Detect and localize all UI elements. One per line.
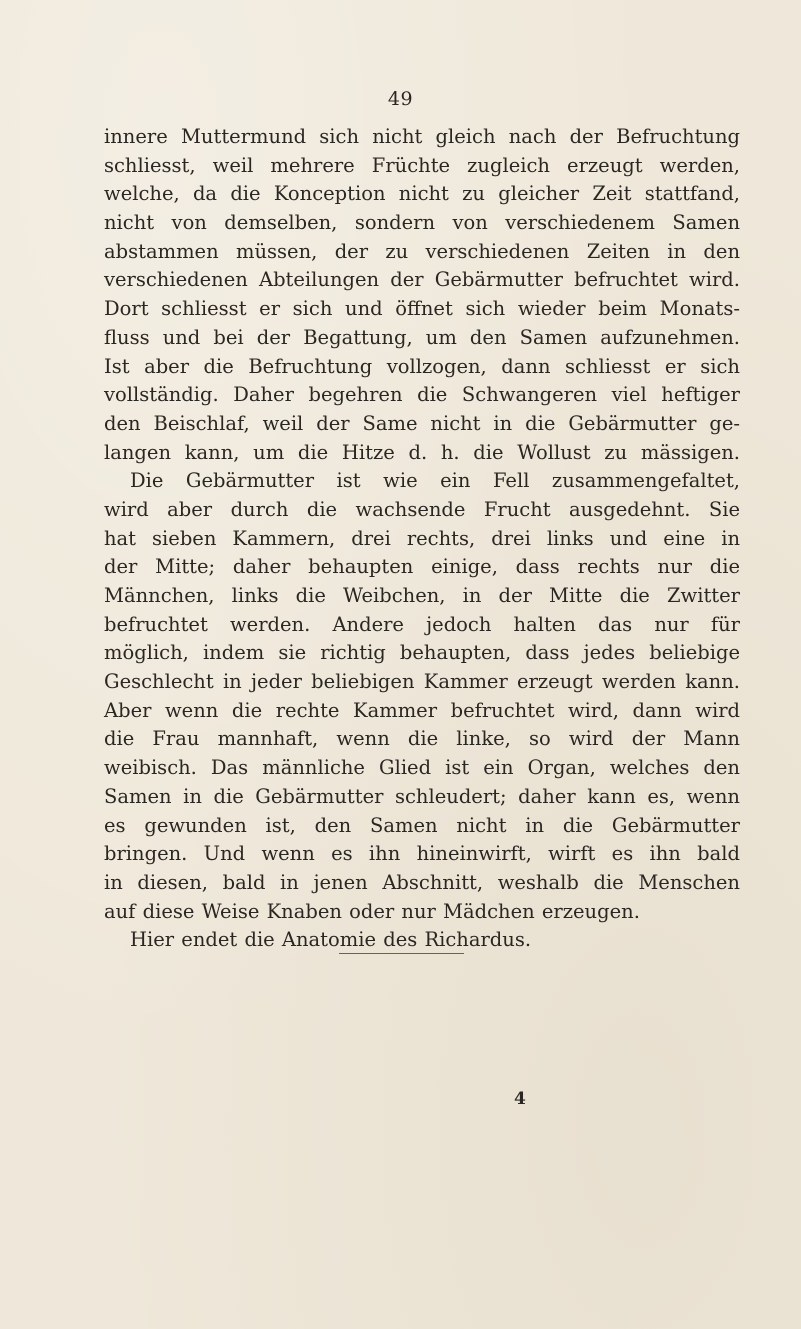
text-line: Ist aber die Befruchtung vollzogen, dann schliesst er sich (104, 354, 740, 378)
text-line: fluss und bei der Begattung, um den Samen aufzunehmen. (104, 325, 740, 349)
text-line: befruchtet werden. Andere jedoch halten das nur für (104, 612, 740, 636)
text-line: es gewunden ist, den Samen nicht in die Gebärmutter (104, 813, 740, 837)
text-line: langen kann, um die Hitze d. h. die Wollust zu mässigen. (104, 440, 740, 464)
text-line: Samen in die Gebärmutter schleudert; daher kann es, wenn (104, 784, 740, 808)
text-line: die Frau mannhaft, wenn die linke, so wird der Mann (104, 727, 740, 751)
text-line: Dort schliesst er sich und öffnet sich wieder beim Monats- (104, 297, 740, 321)
closing-line: Hier endet die Anatomie des Richardus. (130, 928, 532, 952)
text-line: in diesen, bald in jenen Abschnitt, weshalb die Menschen (104, 870, 740, 894)
text-line: innere Muttermund sich nicht gleich nach der Befruchtung (104, 125, 740, 148)
text-line: verschiedenen Abteilungen der Gebärmutter befruchtet wird. (104, 268, 740, 292)
text-line: abstammen müssen, der zu verschiedenen Zeiten in den (104, 239, 740, 263)
text-line: bringen. Und wenn es ihn hineinwirft, wirft es ihn bald (104, 842, 740, 866)
signature-mark: 4 (514, 1089, 526, 1109)
text-line: weibisch. Das männliche Glied ist ein Organ, welches den (104, 756, 740, 780)
body-text (104, 123, 740, 955)
text-line: wird aber durch die wachsende Frucht ausgedehnt. Sie (104, 497, 740, 521)
text-line: schliesst, weil mehrere Früchte zugleich erzeugt werden, (104, 153, 740, 177)
text-line: Aber wenn die rechte Kammer befruchtet wird, dann wird (104, 698, 740, 722)
text-line: möglich, indem sie richtig behaupten, dass jedes beliebige (104, 641, 740, 665)
section-divider (339, 953, 464, 954)
text-line: nicht von demselben, sondern von verschiedenem Samen (104, 211, 740, 235)
text-line: vollständig. Daher begehren die Schwangeren viel heftiger (104, 383, 740, 407)
text-line: Geschlecht in jeder beliebigen Kammer erzeugt werden kann. (104, 670, 740, 694)
text-line: den Beischlaf, weil der Same nicht in die Gebärmutter ge- (104, 411, 740, 435)
text-line-paragraph-end: auf diese Weise Knaben oder nur Mädchen erzeugen. (104, 899, 640, 923)
text-line: welche, da die Konception nicht zu gleicher Zeit stattfand, (104, 182, 740, 206)
text-line: Männchen, links die Weibchen, in der Mitte die Zwitter (104, 584, 740, 607)
text-line: der Mitte; daher behaupten einige, dass rechts nur die (104, 555, 740, 579)
page-number: 49 (387, 88, 414, 110)
text-line: hat sieben Kammern, drei rechts, drei links und eine in (104, 526, 740, 550)
text-line-paragraph-start: Die Gebärmutter ist wie ein Fell zusammengefaltet, (130, 469, 740, 493)
